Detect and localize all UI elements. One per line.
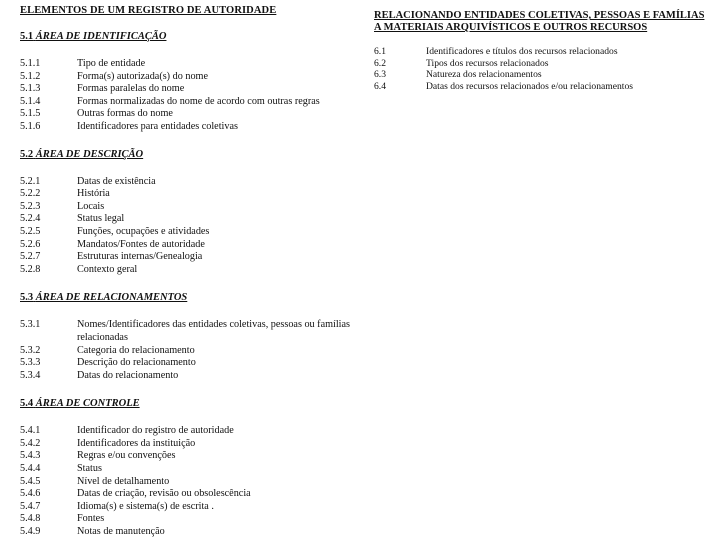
item-label: Identificadores para entidades coletivas <box>77 120 238 132</box>
right-column <box>374 10 710 92</box>
item-code: 5.4.4 <box>20 463 41 475</box>
item-code: 5.4.9 <box>20 526 41 538</box>
item-code: 5.4.2 <box>20 437 41 449</box>
list-item <box>20 213 365 226</box>
item-label: Nomes/Identificadores das entidades coletivas, pessoas ou famílias relacionadas <box>77 319 351 343</box>
section-identificacao <box>20 30 365 134</box>
list-item <box>374 58 710 70</box>
list-item <box>20 319 365 344</box>
item-code: 5.1.1 <box>20 58 41 69</box>
item-label: Datas de existência <box>77 175 156 187</box>
list-item <box>20 370 365 383</box>
section-heading <box>20 397 365 410</box>
list-item <box>20 425 365 438</box>
item-code: 5.4.8 <box>20 513 41 525</box>
list-item <box>20 438 365 451</box>
list-item <box>20 264 365 277</box>
item-code: 6.2 <box>374 57 386 69</box>
item-code: 5.2.8 <box>20 263 41 275</box>
section-heading <box>20 291 365 304</box>
list-item <box>20 476 365 489</box>
item-label: Idioma(s) e sistema(s) de escrita . <box>77 500 214 512</box>
section-number: 5.3 <box>20 292 34 304</box>
item-label: Outras formas do nome <box>77 108 173 120</box>
item-label: Descrição do relacionamento <box>77 357 196 369</box>
section-title: ÁREA DE IDENTIFICAÇÃO <box>35 31 167 42</box>
list-item <box>20 513 365 526</box>
list-item <box>20 71 365 84</box>
section-number: 5.2 <box>20 148 34 160</box>
section-number: 5.4 <box>20 398 34 410</box>
list-item <box>20 488 365 501</box>
list-item <box>20 121 365 134</box>
item-label: Funções, ocupações e atividades <box>77 225 210 237</box>
list-item <box>20 450 365 463</box>
item-code: 5.2.4 <box>20 213 41 225</box>
item-code: 5.1.2 <box>20 70 41 82</box>
item-code: 5.3.2 <box>20 344 41 356</box>
item-label: Status legal <box>77 213 125 225</box>
item-label: Identificadores da instituição <box>77 437 196 449</box>
item-code: 5.4.7 <box>20 500 41 512</box>
list-item <box>20 188 365 201</box>
item-code: 5.1.6 <box>20 120 41 132</box>
related-resources-title: RELACIONANDO ENTIDADES COLETIVAS, PESSOAS E FAMÍLIAS A MATERIAIS ARQUIVÍSTICOS E OUTROS RECURSOS <box>374 10 705 33</box>
list-item <box>20 226 365 239</box>
item-code: 6.3 <box>374 69 386 81</box>
list-item <box>20 58 365 71</box>
document-title: ELEMENTOS DE UM REGISTRO DE AUTORIDADE <box>20 5 277 16</box>
section-title: ÁREA DE CONTROLE <box>35 398 140 410</box>
item-list <box>20 58 365 134</box>
item-label: Regras e/ou convenções <box>77 450 176 462</box>
item-code: 5.2.6 <box>20 238 41 250</box>
item-code: 5.2.7 <box>20 251 41 263</box>
item-label: Notas de manutenção <box>77 526 165 538</box>
list-item <box>20 239 365 252</box>
list-item <box>20 201 365 214</box>
section-title: ÁREA DE RELACIONAMENTOS <box>35 292 188 304</box>
section-heading <box>20 30 365 43</box>
item-label: Tipos dos recursos relacionados <box>426 57 549 69</box>
list-item <box>374 69 710 81</box>
item-code: 5.4.1 <box>20 425 41 437</box>
left-column <box>20 4 365 539</box>
list-item <box>20 357 365 370</box>
list-item <box>374 46 710 58</box>
item-code: 5.3.4 <box>20 369 41 381</box>
item-list <box>20 319 365 382</box>
item-code: 5.2.1 <box>20 175 41 187</box>
item-code: 6.4 <box>374 80 386 92</box>
section-relacionamentos <box>20 291 365 382</box>
item-list <box>20 176 365 277</box>
item-code: 5.2.2 <box>20 188 41 200</box>
list-item <box>20 176 365 189</box>
section-number: 5.1 <box>20 31 34 42</box>
list-item <box>20 83 365 96</box>
list-item <box>20 251 365 264</box>
list-item <box>20 501 365 514</box>
item-label: Tipo de entidade <box>77 58 146 69</box>
list-item <box>20 345 365 358</box>
item-label: Identificador do registro de autoridade <box>77 425 234 437</box>
item-label: Datas dos recursos relacionados e/ou relacionamentos <box>426 80 633 92</box>
item-code: 5.1.4 <box>20 95 41 107</box>
item-label: Mandatos/Fontes de autoridade <box>77 238 205 250</box>
item-label: Natureza dos relacionamentos <box>426 69 542 81</box>
item-code: 5.4.5 <box>20 475 41 487</box>
item-label: Categoria do relacionamento <box>77 344 195 356</box>
item-label: Datas do relacionamento <box>77 369 179 381</box>
section-title: ÁREA DE DESCRIÇÃO <box>35 148 144 160</box>
related-resources-list <box>374 46 710 92</box>
list-item <box>20 96 365 109</box>
item-code: 5.1.5 <box>20 108 41 120</box>
item-label: Contexto geral <box>77 263 138 275</box>
list-item <box>20 463 365 476</box>
item-code: 5.3.1 <box>20 319 41 331</box>
section-descricao <box>20 148 365 277</box>
item-label: Datas de criação, revisão ou obsolescência <box>77 488 251 500</box>
item-label: Fontes <box>77 513 105 525</box>
item-code: 6.1 <box>374 46 386 57</box>
item-label: Formas normalizadas do nome de acordo com outras regras <box>77 95 320 107</box>
item-code: 5.3.3 <box>20 357 41 369</box>
item-label: Estruturas internas/Genealogia <box>77 251 203 263</box>
item-code: 5.2.3 <box>20 200 41 212</box>
list-item <box>374 81 710 93</box>
section-controle <box>20 397 365 538</box>
list-item <box>20 108 365 121</box>
item-code: 5.4.6 <box>20 488 41 500</box>
item-label: Identificadores e títulos dos recursos relacionados <box>426 46 618 57</box>
item-label: Nível de detalhamento <box>77 475 170 487</box>
item-code: 5.1.3 <box>20 83 41 95</box>
item-code: 5.4.3 <box>20 450 41 462</box>
list-item <box>20 526 365 539</box>
item-code: 5.2.5 <box>20 225 41 237</box>
item-label: Locais <box>77 200 105 212</box>
item-list <box>20 425 365 538</box>
item-label: Status <box>77 463 102 475</box>
item-label: História <box>77 188 110 200</box>
section-heading <box>20 148 365 161</box>
item-label: Formas paralelas do nome <box>77 83 185 95</box>
item-label: Forma(s) autorizada(s) do nome <box>77 70 208 82</box>
